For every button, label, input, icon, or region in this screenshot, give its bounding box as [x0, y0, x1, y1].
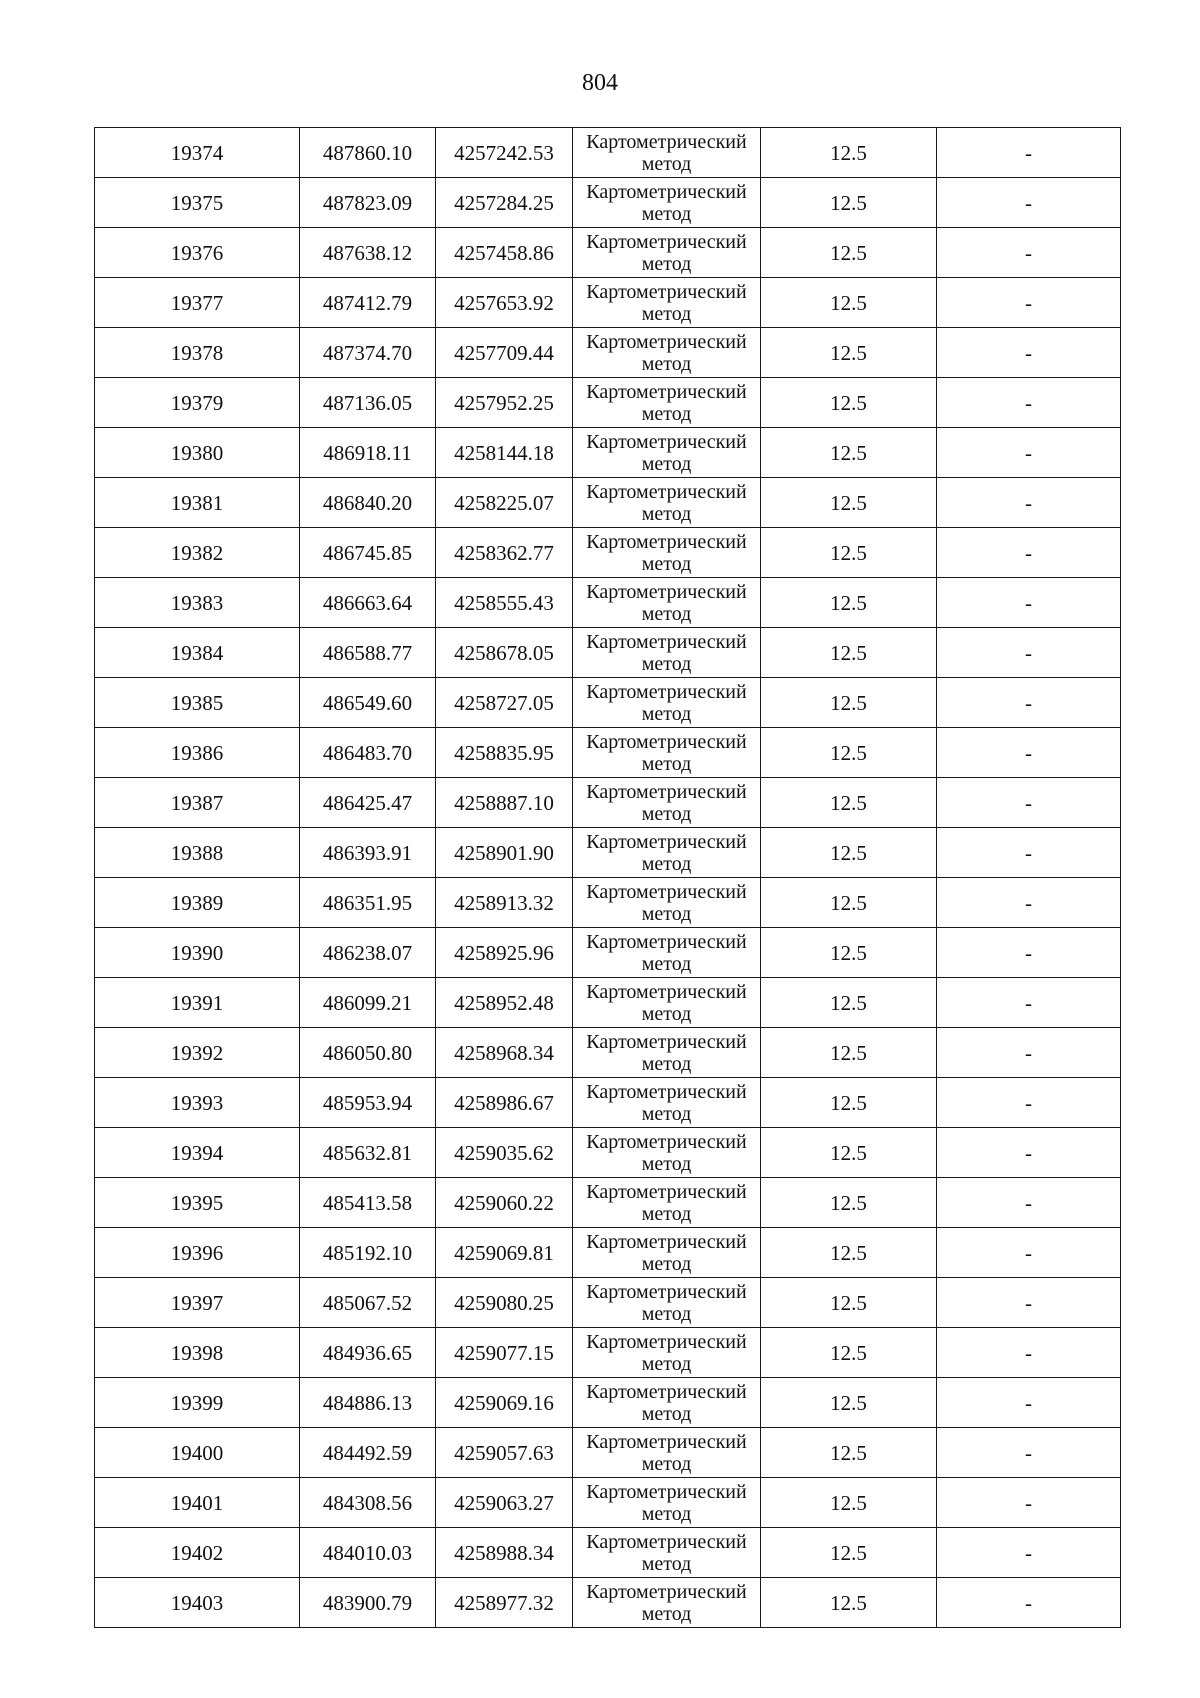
- x-coordinate-cell: 484492.59: [300, 1428, 436, 1478]
- method-text-line: Картометрический: [586, 1330, 747, 1353]
- point-number-cell: 19380: [95, 428, 300, 478]
- method-cell: [573, 778, 761, 828]
- method-text-line: Картометрический: [586, 1580, 747, 1603]
- method-text-line: метод: [641, 1252, 692, 1275]
- accuracy-cell: 12.5: [761, 928, 937, 978]
- method-text-line: метод: [641, 202, 692, 225]
- note-cell: -: [937, 1478, 1121, 1528]
- accuracy-cell: 12.5: [761, 978, 937, 1028]
- method-text-line: Картометрический: [586, 680, 747, 703]
- method-cell: [573, 1178, 761, 1228]
- table-row: [95, 178, 1121, 228]
- accuracy-cell: 12.5: [761, 1278, 937, 1328]
- method-text-line: Картометрический: [586, 1280, 747, 1303]
- table-row: [95, 578, 1121, 628]
- point-number-cell: 19389: [95, 878, 300, 928]
- y-coordinate-cell: 4258727.05: [436, 678, 573, 728]
- point-number-cell: 19403: [95, 1578, 300, 1628]
- accuracy-cell: 12.5: [761, 1228, 937, 1278]
- method-text-line: метод: [641, 502, 692, 525]
- accuracy-cell: 12.5: [761, 778, 937, 828]
- accuracy-cell: 12.5: [761, 828, 937, 878]
- method-text-line: Картометрический: [586, 130, 747, 153]
- y-coordinate-cell: 4258678.05: [436, 628, 573, 678]
- y-coordinate-cell: 4257284.25: [436, 178, 573, 228]
- method-text-line: метод: [641, 1152, 692, 1175]
- method-cell: [573, 628, 761, 678]
- note-cell: -: [937, 328, 1121, 378]
- x-coordinate-cell: 487823.09: [300, 178, 436, 228]
- method-cell: [573, 328, 761, 378]
- point-number-cell: 19392: [95, 1028, 300, 1078]
- method-cell: [573, 378, 761, 428]
- accuracy-cell: 12.5: [761, 328, 937, 378]
- x-coordinate-cell: 486099.21: [300, 978, 436, 1028]
- method-cell: [573, 278, 761, 328]
- note-cell: -: [937, 728, 1121, 778]
- method-cell: [573, 1228, 761, 1278]
- y-coordinate-cell: 4258913.32: [436, 878, 573, 928]
- method-text-line: метод: [641, 402, 692, 425]
- accuracy-cell: 12.5: [761, 528, 937, 578]
- note-cell: -: [937, 578, 1121, 628]
- y-coordinate-cell: 4257458.86: [436, 228, 573, 278]
- point-number-cell: 19395: [95, 1178, 300, 1228]
- method-text-line: метод: [641, 1002, 692, 1025]
- y-coordinate-cell: 4258901.90: [436, 828, 573, 878]
- method-cell: [573, 228, 761, 278]
- table-row: [95, 428, 1121, 478]
- point-number-cell: 19384: [95, 628, 300, 678]
- method-text-line: Картометрический: [586, 1380, 747, 1403]
- method-text-line: Картометрический: [586, 180, 747, 203]
- note-cell: -: [937, 528, 1121, 578]
- note-cell: -: [937, 1328, 1121, 1378]
- point-number-cell: 19387: [95, 778, 300, 828]
- x-coordinate-cell: 486050.80: [300, 1028, 436, 1078]
- method-cell: [573, 128, 761, 178]
- x-coordinate-cell: 485192.10: [300, 1228, 436, 1278]
- x-coordinate-cell: 486549.60: [300, 678, 436, 728]
- note-cell: -: [937, 878, 1121, 928]
- point-number-cell: 19383: [95, 578, 300, 628]
- method-cell: [573, 1028, 761, 1078]
- table-row: [95, 1128, 1121, 1178]
- point-number-cell: 19401: [95, 1478, 300, 1528]
- y-coordinate-cell: 4258225.07: [436, 478, 573, 528]
- page-number: 804: [582, 70, 618, 96]
- method-text-line: метод: [641, 802, 692, 825]
- x-coordinate-cell: 484886.13: [300, 1378, 436, 1428]
- note-cell: -: [937, 1178, 1121, 1228]
- x-coordinate-cell: 486745.85: [300, 528, 436, 578]
- point-number-cell: 19402: [95, 1528, 300, 1578]
- accuracy-cell: 12.5: [761, 1078, 937, 1128]
- y-coordinate-cell: 4258986.67: [436, 1078, 573, 1128]
- table-row: [95, 1078, 1121, 1128]
- method-cell: [573, 728, 761, 778]
- note-cell: -: [937, 1578, 1121, 1628]
- table-row: [95, 978, 1121, 1028]
- method-text-line: метод: [641, 302, 692, 325]
- method-cell: [573, 1328, 761, 1378]
- accuracy-cell: 12.5: [761, 178, 937, 228]
- method-cell: [573, 1128, 761, 1178]
- x-coordinate-cell: 486425.47: [300, 778, 436, 828]
- x-coordinate-cell: 487860.10: [300, 128, 436, 178]
- note-cell: -: [937, 828, 1121, 878]
- method-text-line: метод: [641, 352, 692, 375]
- coordinates-table-body: [95, 128, 1121, 1628]
- y-coordinate-cell: 4259063.27: [436, 1478, 573, 1528]
- method-cell: [573, 1528, 761, 1578]
- accuracy-cell: 12.5: [761, 728, 937, 778]
- method-cell: [573, 1478, 761, 1528]
- table-row: [95, 378, 1121, 428]
- point-number-cell: 19375: [95, 178, 300, 228]
- note-cell: -: [937, 1228, 1121, 1278]
- y-coordinate-cell: 4258952.48: [436, 978, 573, 1028]
- x-coordinate-cell: 486663.64: [300, 578, 436, 628]
- note-cell: -: [937, 778, 1121, 828]
- accuracy-cell: 12.5: [761, 128, 937, 178]
- accuracy-cell: 12.5: [761, 1478, 937, 1528]
- method-text-line: Картометрический: [586, 580, 747, 603]
- y-coordinate-cell: 4258977.32: [436, 1578, 573, 1628]
- x-coordinate-cell: 484010.03: [300, 1528, 436, 1578]
- accuracy-cell: 12.5: [761, 1178, 937, 1228]
- x-coordinate-cell: 485632.81: [300, 1128, 436, 1178]
- method-text-line: Картометрический: [586, 1030, 747, 1053]
- note-cell: -: [937, 678, 1121, 728]
- y-coordinate-cell: 4257709.44: [436, 328, 573, 378]
- method-cell: [573, 528, 761, 578]
- method-text-line: Картометрический: [586, 230, 747, 253]
- method-text-line: метод: [641, 1402, 692, 1425]
- coordinates-table: [94, 127, 1121, 1628]
- note-cell: -: [937, 928, 1121, 978]
- table-row: [95, 1478, 1121, 1528]
- point-number-cell: 19397: [95, 1278, 300, 1328]
- method-text-line: метод: [641, 1202, 692, 1225]
- point-number-cell: 19374: [95, 128, 300, 178]
- x-coordinate-cell: 487412.79: [300, 278, 436, 328]
- accuracy-cell: 12.5: [761, 378, 937, 428]
- x-coordinate-cell: 484936.65: [300, 1328, 436, 1378]
- note-cell: -: [937, 1028, 1121, 1078]
- point-number-cell: 19388: [95, 828, 300, 878]
- y-coordinate-cell: 4258362.77: [436, 528, 573, 578]
- accuracy-cell: 12.5: [761, 228, 937, 278]
- method-cell: [573, 978, 761, 1028]
- point-number-cell: 19377: [95, 278, 300, 328]
- method-text-line: Картометрический: [586, 1530, 747, 1553]
- y-coordinate-cell: 4258968.34: [436, 1028, 573, 1078]
- point-number-cell: 19390: [95, 928, 300, 978]
- method-cell: [573, 478, 761, 528]
- x-coordinate-cell: 485953.94: [300, 1078, 436, 1128]
- method-text-line: метод: [641, 1102, 692, 1125]
- method-text-line: метод: [641, 1552, 692, 1575]
- y-coordinate-cell: 4257242.53: [436, 128, 573, 178]
- table-row: [95, 128, 1121, 178]
- point-number-cell: 19394: [95, 1128, 300, 1178]
- table-row: [95, 878, 1121, 928]
- point-number-cell: 19391: [95, 978, 300, 1028]
- table-row: [95, 1278, 1121, 1328]
- note-cell: -: [937, 478, 1121, 528]
- method-text-line: метод: [641, 152, 692, 175]
- method-text-line: Картометрический: [586, 1230, 747, 1253]
- method-text-line: Картометрический: [586, 480, 747, 503]
- y-coordinate-cell: 4259069.81: [436, 1228, 573, 1278]
- accuracy-cell: 12.5: [761, 1378, 937, 1428]
- x-coordinate-cell: 487374.70: [300, 328, 436, 378]
- note-cell: -: [937, 1528, 1121, 1578]
- method-text-line: Картометрический: [586, 830, 747, 853]
- y-coordinate-cell: 4259060.22: [436, 1178, 573, 1228]
- method-text-line: Картометрический: [586, 630, 747, 653]
- note-cell: -: [937, 1278, 1121, 1328]
- note-cell: -: [937, 1128, 1121, 1178]
- accuracy-cell: 12.5: [761, 1328, 937, 1378]
- method-cell: [573, 1078, 761, 1128]
- table-row: [95, 328, 1121, 378]
- y-coordinate-cell: 4259077.15: [436, 1328, 573, 1378]
- method-text-line: Картометрический: [586, 730, 747, 753]
- point-number-cell: 19398: [95, 1328, 300, 1378]
- method-text-line: метод: [641, 702, 692, 725]
- method-text-line: Картометрический: [586, 1130, 747, 1153]
- accuracy-cell: 12.5: [761, 278, 937, 328]
- note-cell: -: [937, 1428, 1121, 1478]
- table-row: [95, 628, 1121, 678]
- method-text-line: метод: [641, 452, 692, 475]
- method-text-line: метод: [641, 902, 692, 925]
- table-row: [95, 278, 1121, 328]
- note-cell: -: [937, 978, 1121, 1028]
- method-cell: [573, 578, 761, 628]
- table-row: [95, 1178, 1121, 1228]
- table-row: [95, 828, 1121, 878]
- table-row: [95, 1378, 1121, 1428]
- method-text-line: Картометрический: [586, 330, 747, 353]
- note-cell: -: [937, 1078, 1121, 1128]
- accuracy-cell: 12.5: [761, 1528, 937, 1578]
- note-cell: -: [937, 378, 1121, 428]
- accuracy-cell: 12.5: [761, 1128, 937, 1178]
- note-cell: -: [937, 428, 1121, 478]
- y-coordinate-cell: 4258144.18: [436, 428, 573, 478]
- table-row: [95, 478, 1121, 528]
- method-text-line: Картометрический: [586, 530, 747, 553]
- method-text-line: метод: [641, 1502, 692, 1525]
- accuracy-cell: 12.5: [761, 1028, 937, 1078]
- method-text-line: Картометрический: [586, 880, 747, 903]
- method-text-line: метод: [641, 252, 692, 275]
- y-coordinate-cell: 4257952.25: [436, 378, 573, 428]
- table-row: [95, 678, 1121, 728]
- accuracy-cell: 12.5: [761, 628, 937, 678]
- table-row: [95, 728, 1121, 778]
- method-cell: [573, 1578, 761, 1628]
- x-coordinate-cell: 485067.52: [300, 1278, 436, 1328]
- method-cell: [573, 1428, 761, 1478]
- point-number-cell: 19393: [95, 1078, 300, 1128]
- point-number-cell: 19386: [95, 728, 300, 778]
- point-number-cell: 19379: [95, 378, 300, 428]
- x-coordinate-cell: 486840.20: [300, 478, 436, 528]
- method-text-line: Картометрический: [586, 1080, 747, 1103]
- method-text-line: Картометрический: [586, 280, 747, 303]
- method-text-line: Картометрический: [586, 1480, 747, 1503]
- x-coordinate-cell: 486483.70: [300, 728, 436, 778]
- method-text-line: Картометрический: [586, 780, 747, 803]
- accuracy-cell: 12.5: [761, 478, 937, 528]
- method-cell: [573, 928, 761, 978]
- method-text-line: метод: [641, 602, 692, 625]
- y-coordinate-cell: 4259080.25: [436, 1278, 573, 1328]
- accuracy-cell: 12.5: [761, 878, 937, 928]
- method-text-line: Картометрический: [586, 980, 747, 1003]
- method-cell: [573, 178, 761, 228]
- point-number-cell: 19381: [95, 478, 300, 528]
- method-text-line: метод: [641, 1452, 692, 1475]
- point-number-cell: 19399: [95, 1378, 300, 1428]
- point-number-cell: 19382: [95, 528, 300, 578]
- x-coordinate-cell: 486393.91: [300, 828, 436, 878]
- method-text-line: метод: [641, 1602, 692, 1625]
- method-cell: [573, 828, 761, 878]
- method-text-line: метод: [641, 852, 692, 875]
- method-text-line: метод: [641, 1352, 692, 1375]
- point-number-cell: 19378: [95, 328, 300, 378]
- method-text-line: метод: [641, 652, 692, 675]
- x-coordinate-cell: 484308.56: [300, 1478, 436, 1528]
- y-coordinate-cell: 4258887.10: [436, 778, 573, 828]
- method-text-line: метод: [641, 552, 692, 575]
- method-text-line: метод: [641, 952, 692, 975]
- x-coordinate-cell: 486588.77: [300, 628, 436, 678]
- method-text-line: метод: [641, 1052, 692, 1075]
- point-number-cell: 19376: [95, 228, 300, 278]
- y-coordinate-cell: 4259035.62: [436, 1128, 573, 1178]
- accuracy-cell: 12.5: [761, 428, 937, 478]
- method-text-line: Картометрический: [586, 930, 747, 953]
- table-row: [95, 1578, 1121, 1628]
- point-number-cell: 19400: [95, 1428, 300, 1478]
- note-cell: -: [937, 178, 1121, 228]
- y-coordinate-cell: 4258925.96: [436, 928, 573, 978]
- note-cell: -: [937, 228, 1121, 278]
- method-cell: [573, 678, 761, 728]
- table-row: [95, 1528, 1121, 1578]
- x-coordinate-cell: 487638.12: [300, 228, 436, 278]
- note-cell: -: [937, 628, 1121, 678]
- x-coordinate-cell: 487136.05: [300, 378, 436, 428]
- point-number-cell: 19396: [95, 1228, 300, 1278]
- method-cell: [573, 428, 761, 478]
- x-coordinate-cell: 486238.07: [300, 928, 436, 978]
- note-cell: -: [937, 1378, 1121, 1428]
- y-coordinate-cell: 4259057.63: [436, 1428, 573, 1478]
- x-coordinate-cell: 483900.79: [300, 1578, 436, 1628]
- accuracy-cell: 12.5: [761, 678, 937, 728]
- method-cell: [573, 1278, 761, 1328]
- table-row: [95, 1028, 1121, 1078]
- accuracy-cell: 12.5: [761, 1428, 937, 1478]
- method-text-line: Картометрический: [586, 1430, 747, 1453]
- table-row: [95, 1328, 1121, 1378]
- method-text-line: Картометрический: [586, 380, 747, 403]
- method-text-line: Картометрический: [586, 1180, 747, 1203]
- y-coordinate-cell: 4259069.16: [436, 1378, 573, 1428]
- accuracy-cell: 12.5: [761, 1578, 937, 1628]
- accuracy-cell: 12.5: [761, 578, 937, 628]
- y-coordinate-cell: 4258555.43: [436, 578, 573, 628]
- method-text-line: Картометрический: [586, 430, 747, 453]
- note-cell: -: [937, 278, 1121, 328]
- table-row: [95, 928, 1121, 978]
- table-row: [95, 528, 1121, 578]
- method-cell: [573, 878, 761, 928]
- y-coordinate-cell: 4258988.34: [436, 1528, 573, 1578]
- table-row: [95, 1228, 1121, 1278]
- x-coordinate-cell: 485413.58: [300, 1178, 436, 1228]
- method-text-line: метод: [641, 1302, 692, 1325]
- table-row: [95, 778, 1121, 828]
- x-coordinate-cell: 486918.11: [300, 428, 436, 478]
- method-cell: [573, 1378, 761, 1428]
- table-row: [95, 1428, 1121, 1478]
- point-number-cell: 19385: [95, 678, 300, 728]
- method-text-line: метод: [641, 752, 692, 775]
- table-row: [95, 228, 1121, 278]
- x-coordinate-cell: 486351.95: [300, 878, 436, 928]
- y-coordinate-cell: 4257653.92: [436, 278, 573, 328]
- y-coordinate-cell: 4258835.95: [436, 728, 573, 778]
- note-cell: -: [937, 128, 1121, 178]
